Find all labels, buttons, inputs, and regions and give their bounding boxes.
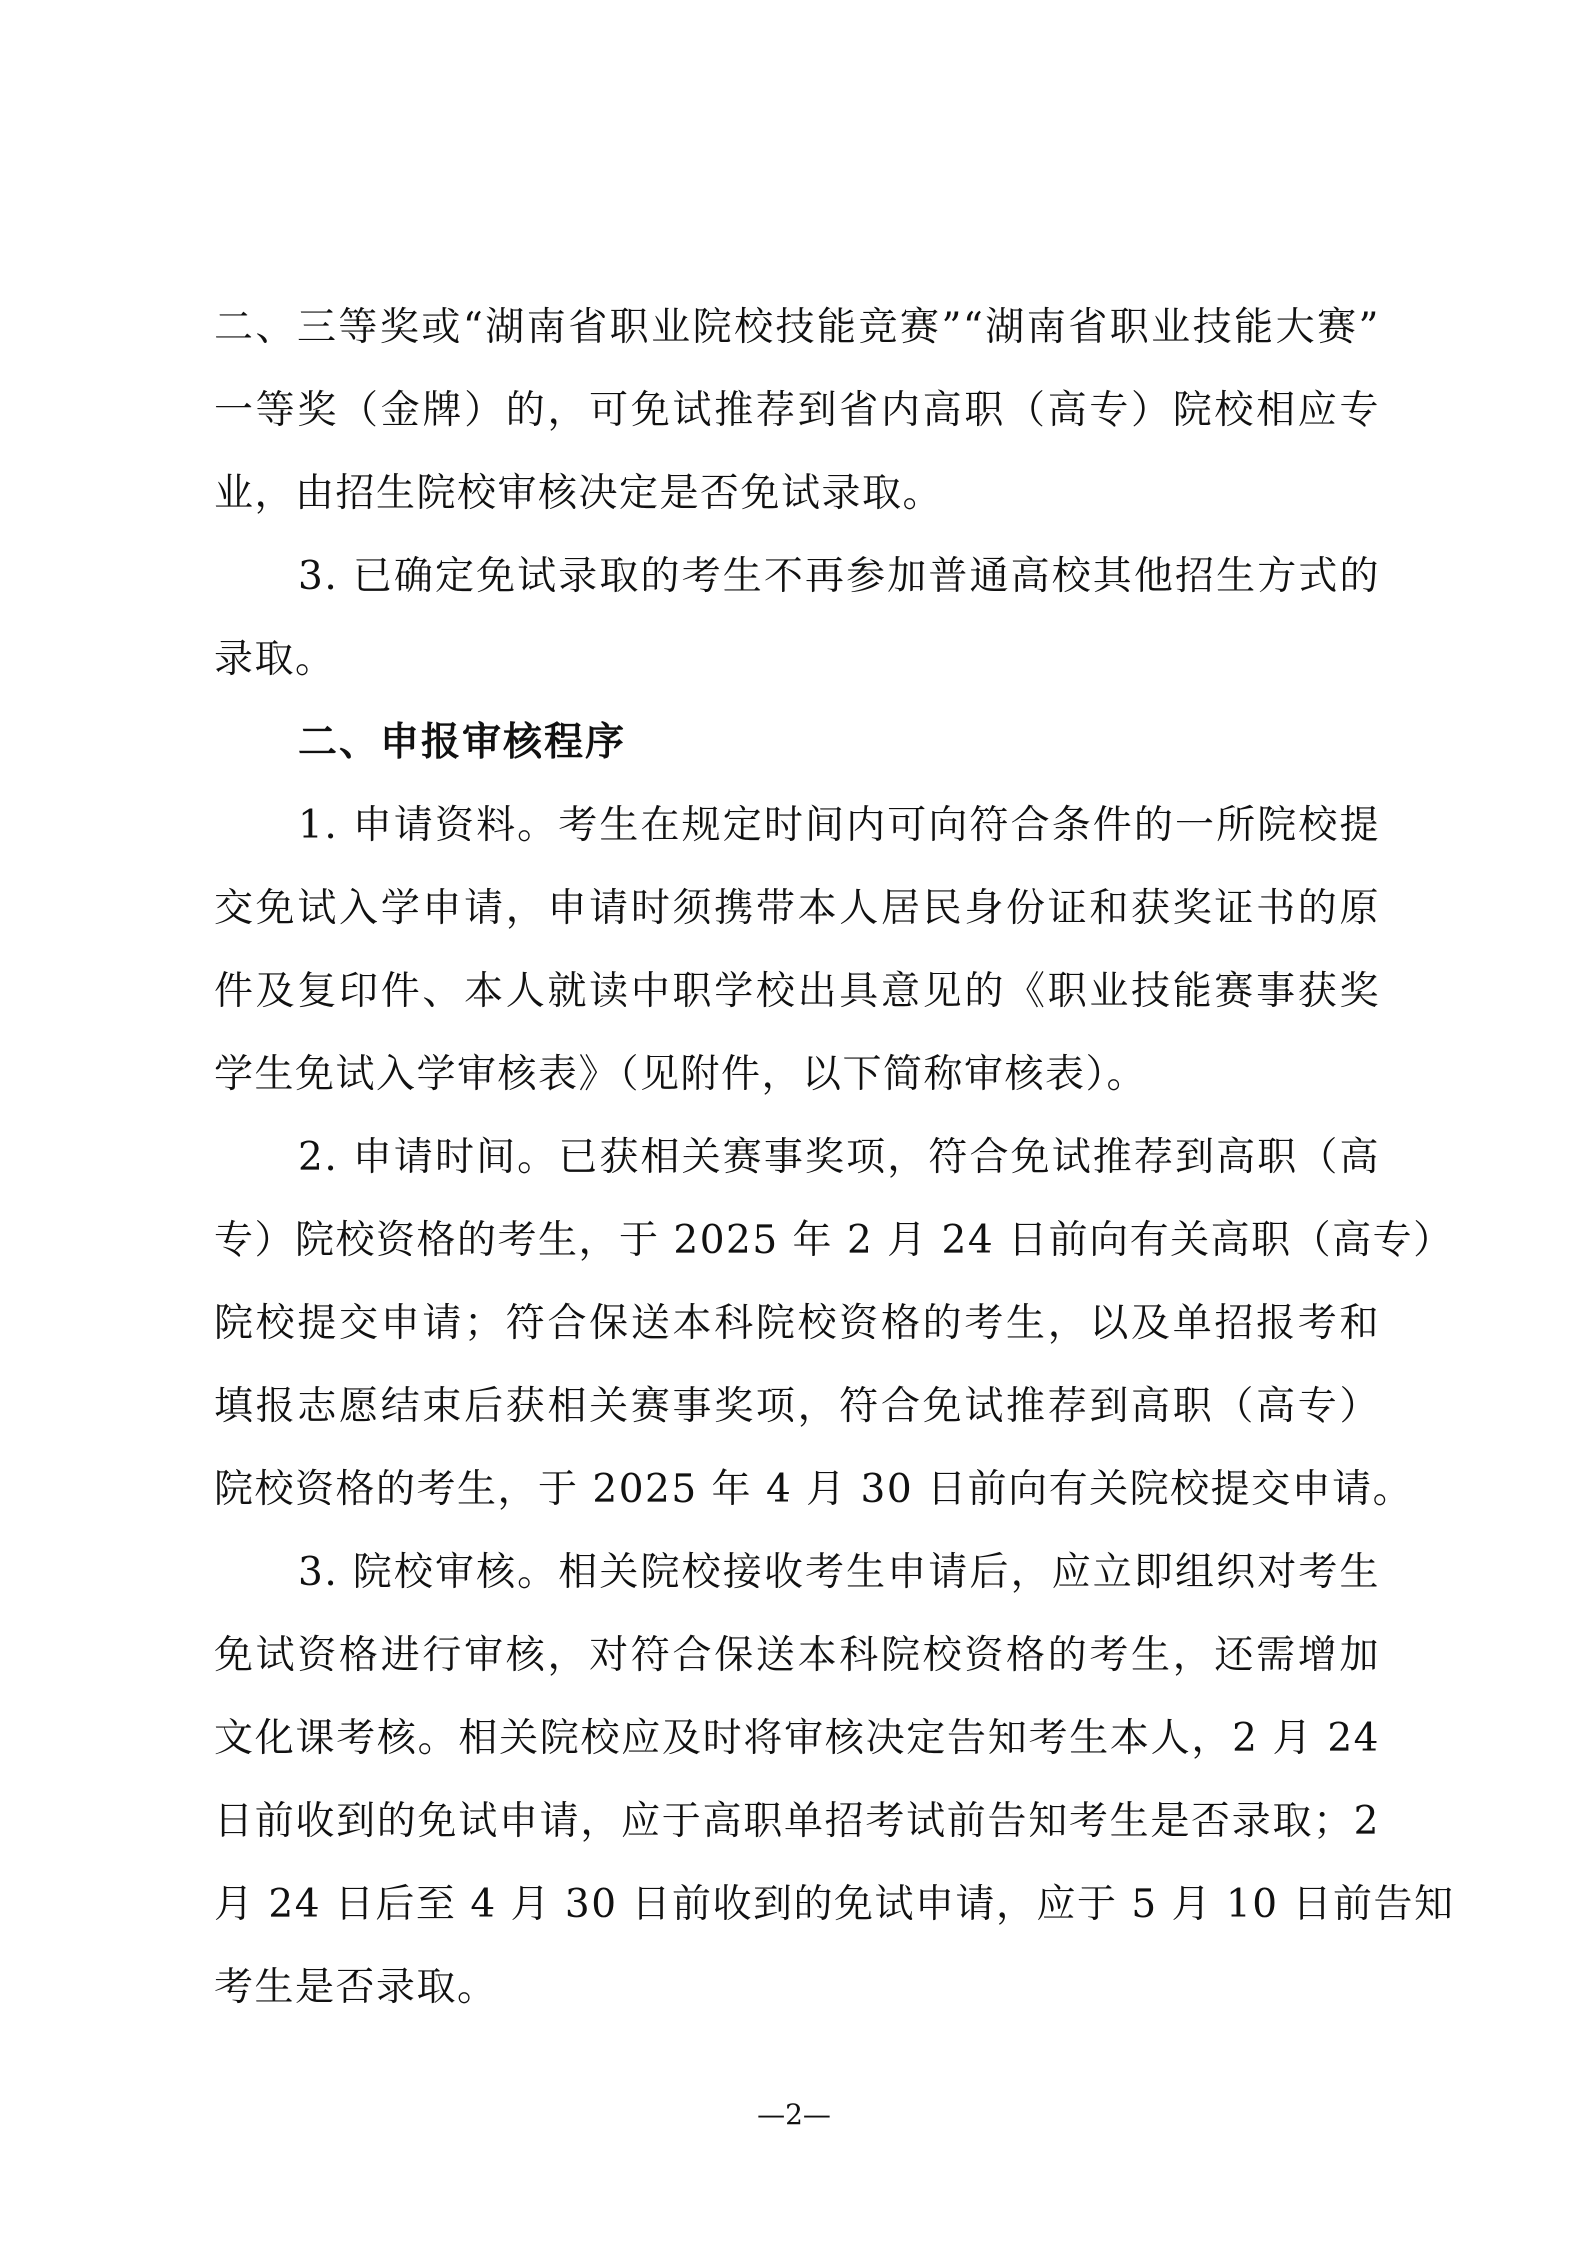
text-line-7: 1. 申请资料。考生在规定时间内可向符合条件的一所院校提 bbox=[298, 803, 1380, 848]
text-line-17: 免试资格进行审核，对符合保送本科院校资格的考生，还需增加 bbox=[214, 1633, 1380, 1678]
text-line-2: 一等奖（金牌）的，可免试推荐到省内高职（高专）院校相应专 bbox=[214, 388, 1380, 433]
page-number: —2— bbox=[757, 2098, 831, 2131]
text-line-4: 3. 已确定免试录取的考生不再参加普通高校其他招生方式的 bbox=[298, 554, 1380, 599]
text-line-19: 日前收到的免试申请，应于高职单招考试前告知考生是否录取；2 bbox=[214, 1799, 1380, 1844]
text-line-5: 录取。 bbox=[214, 637, 336, 682]
text-line-15: 院校资格的考生，于 2025 年 4 月 30 日前向有关院校提交申请。 bbox=[214, 1467, 1414, 1512]
text-line-1: 二、三等奖或“湖南省职业院校技能竞赛”“湖南省职业技能大赛” bbox=[214, 305, 1380, 350]
text-line-21: 考生是否录取。 bbox=[214, 1965, 498, 2010]
text-line-20: 月 24 日后至 4 月 30 日前收到的免试申请，应于 5 月 10 日前告知 bbox=[214, 1882, 1455, 1927]
text-line-3: 业，由招生院校审核决定是否免试录取。 bbox=[214, 471, 944, 516]
text-line-14: 填报志愿结束后获相关赛事奖项，符合免试推荐到高职（高专） bbox=[214, 1384, 1380, 1429]
text-line-12: 专）院校资格的考生，于 2025 年 2 月 24 日前向有关高职（高专） bbox=[214, 1218, 1454, 1263]
text-line-18: 文化课考核。相关院校应及时将审核决定告知考生本人，2 月 24 bbox=[214, 1716, 1380, 1761]
text-line-13: 院校提交申请；符合保送本科院校资格的考生，以及单招报考和 bbox=[214, 1301, 1380, 1346]
text-line-9: 件及复印件、本人就读中职学校出具意见的《职业技能赛事获奖 bbox=[214, 969, 1380, 1014]
text-line-10: 学生免试入学审核表》（见附件，以下简称审核表）。 bbox=[214, 1052, 1148, 1097]
section-heading: 二、申报审核程序 bbox=[298, 720, 627, 765]
text-line-11: 2. 申请时间。已获相关赛事奖项，符合免试推荐到高职（高 bbox=[298, 1135, 1380, 1180]
text-line-8: 交免试入学申请，申请时须携带本人居民身份证和获奖证书的原 bbox=[214, 886, 1380, 931]
text-line-16: 3. 院校审核。相关院校接收考生申请后，应立即组织对考生 bbox=[298, 1550, 1380, 1595]
